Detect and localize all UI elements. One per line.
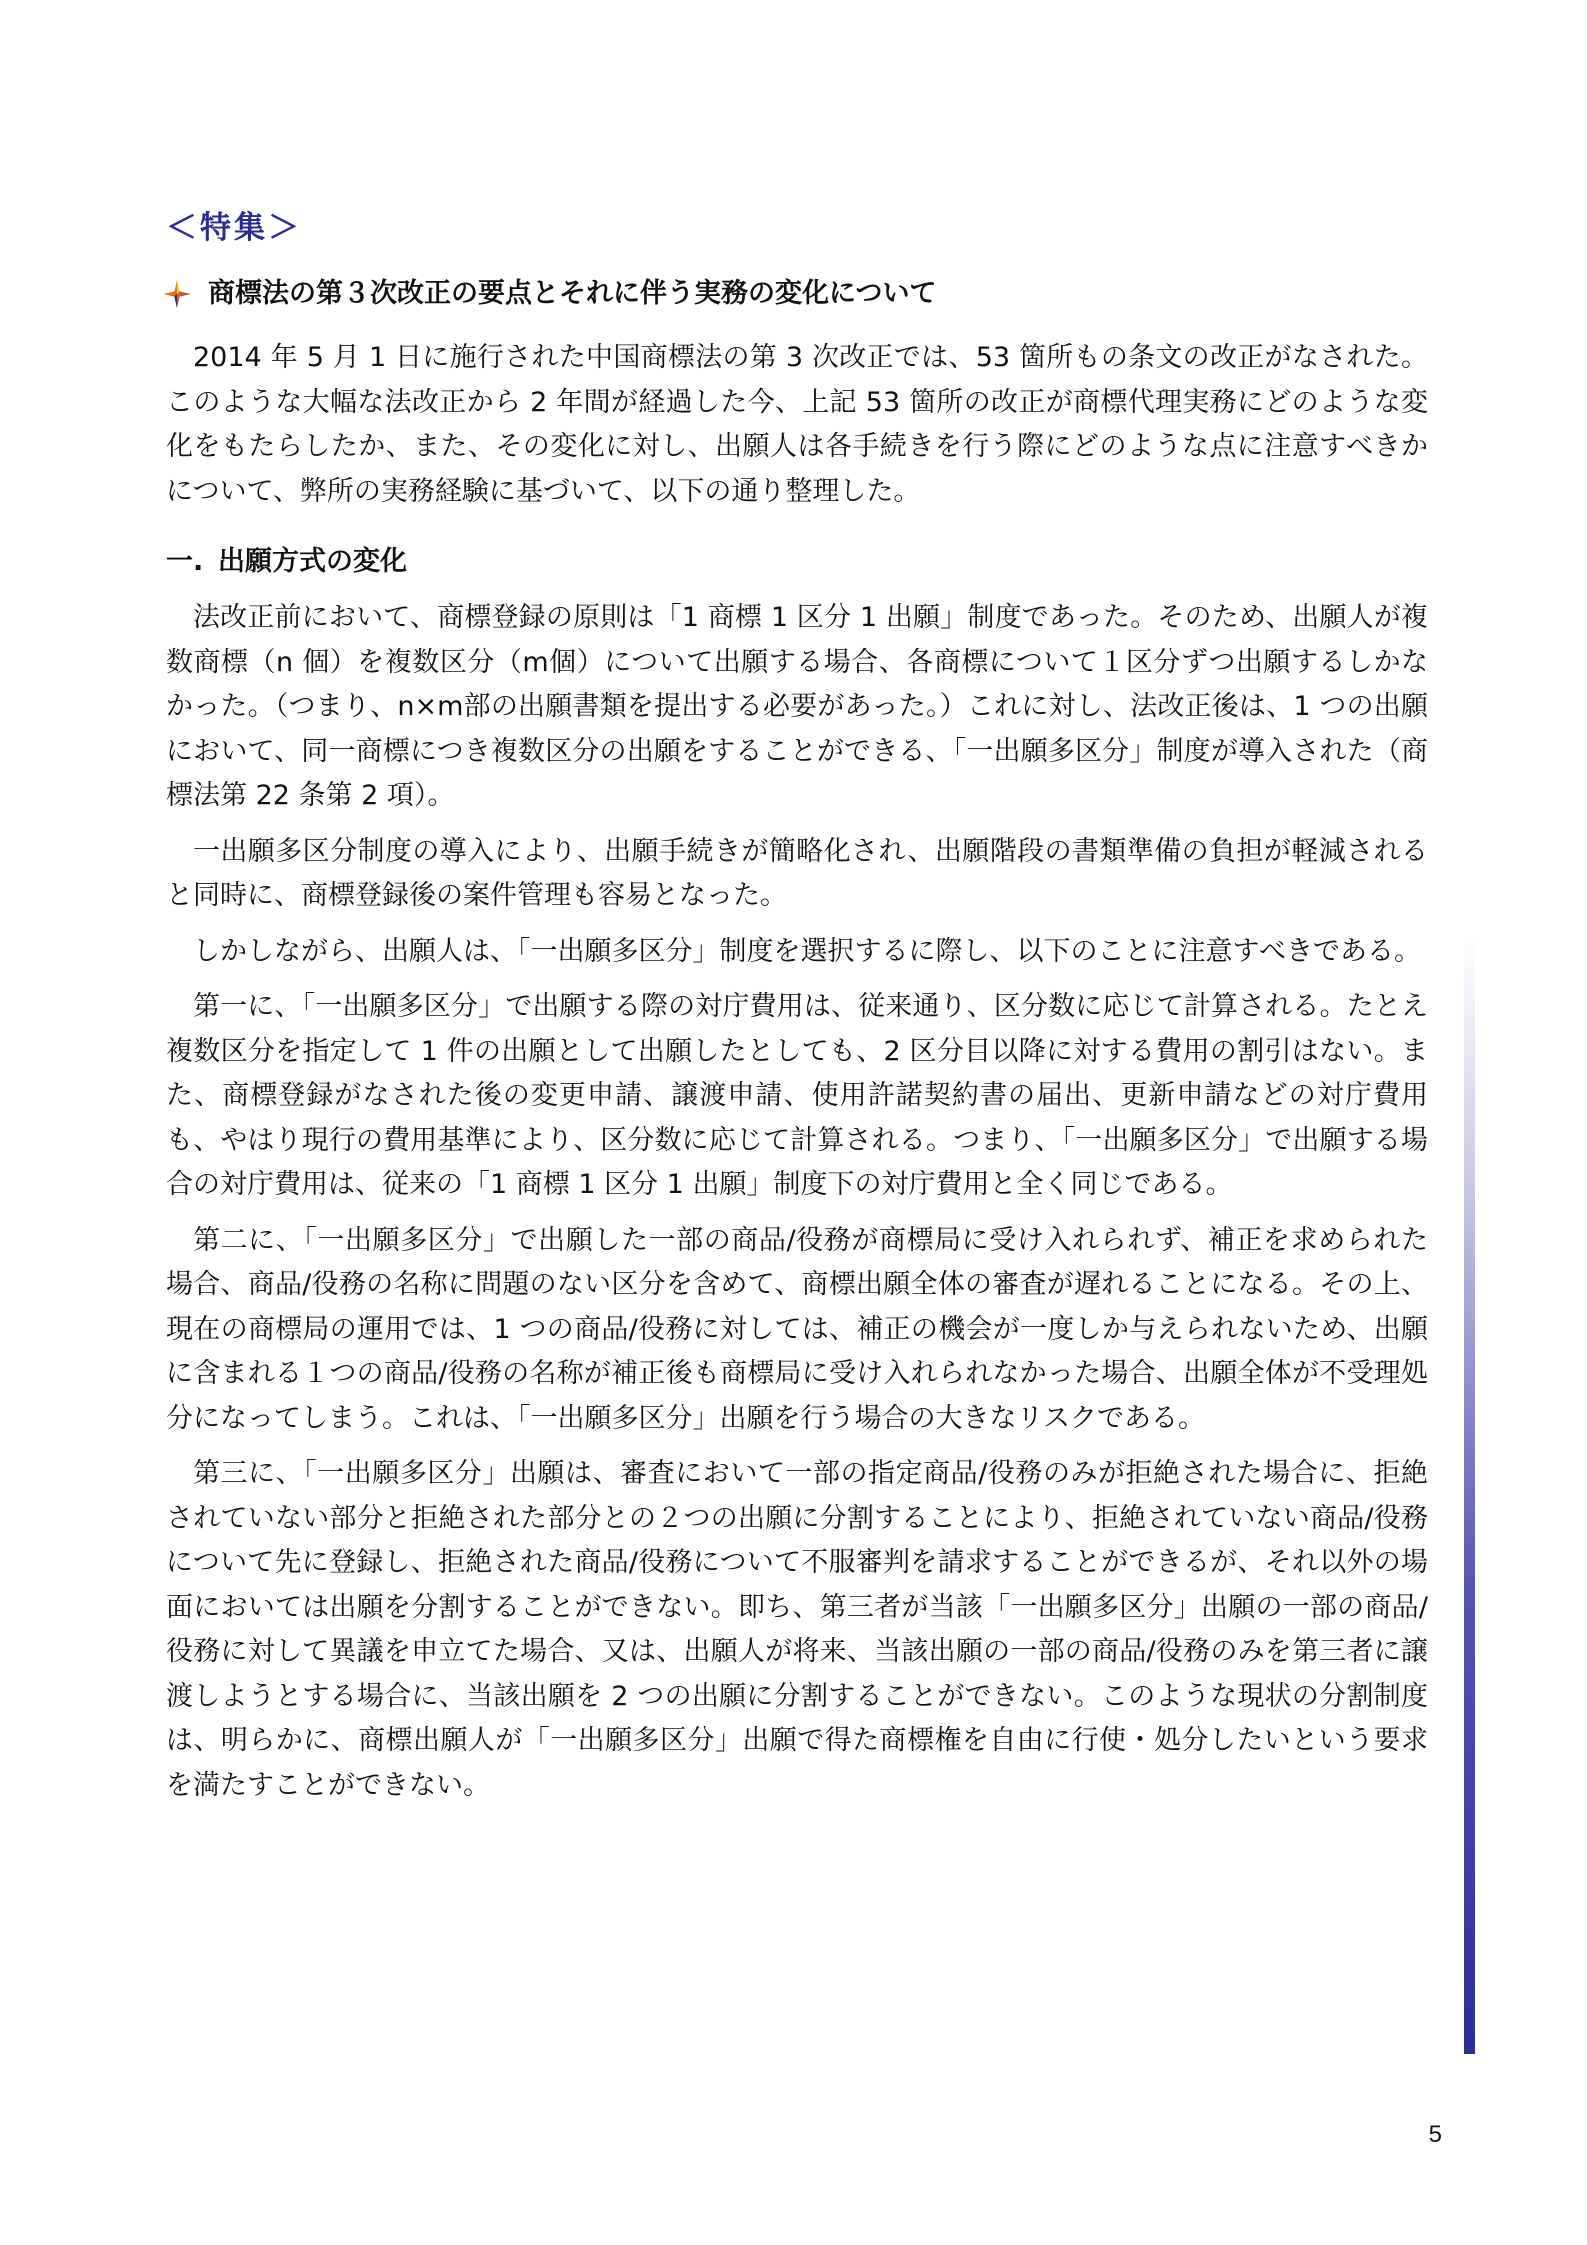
body-paragraph: しかしながら、出願人は、「一出願多区分」制度を選択するに際し、以下のことに注意すべきである。 <box>193 935 1421 967</box>
body-paragraph: 法改正前において、商標登録の原則は「1 商標 1 区分 1 出願」制度であった。そのため、出願人が複数商標（n 個）を複数区分（m個）について出願する場合、各商標について１区分ずつ出願するしかなかった。（つまり、n×m部の出願書類を提出する必要があった。）これに対し、法改正後は、1 つの出願において、同一商標につき複数区分の出願をすることができる、「一出願多区分」制度が導入された（商標法第 22 条第 2 項）。 <box>166 602 1428 811</box>
topic-title: 商標法の第３次改正の要点とそれに伴う実務の変化について <box>208 278 937 309</box>
section-label: ＜特集＞ <box>166 210 302 246</box>
body-paragraph: 第二に、「一出願多区分」で出願した一部の商品/役務が商標局に受け入れられず、補正を求められた場合、商品/役務の名称に問題のない区分を含めて、商標出願全体の審査が遅れることになる。その上、現在の商標局の運用では、1 つの商品/役務に対しては、補正の機会が一度しか与えられないため、出願に含まれる１つの商品/役務の名称が補正後も商標局に受け入れられなかった場合、出願全体が不受理処分になってしまう。これは、「一出願多区分」出願を行う場合の大きなリスクである。 <box>166 1224 1428 1434</box>
section-heading-number: 一. <box>166 546 204 577</box>
intro-paragraph: 2014 年 5 月 1 日に施行された中国商標法の第 3 次改正では、53 箇所もの条文の改正がなされた。このような大幅な法改正から 2 年間が経過した今、上記 53 箇所の改正が商標代理実務にどのような変化をもたらしたか、また、その変化に対し、出願人は各手続きを行う際にどのような点に注意すべきかについて、弊所の実務経験に基づいて、以下の通り整理した。 <box>166 342 1428 507</box>
topic-header <box>162 272 1428 316</box>
section-heading-text: 出願方式の変化 <box>218 546 407 577</box>
article-body <box>166 206 1428 1819</box>
body-paragraph: 一出願多区分制度の導入により、出願手続きが簡略化され、出願階段の書類準備の負担が軽減されると同時に、商標登録後の案件管理も容易となった。 <box>166 835 1428 911</box>
section-heading <box>166 540 1428 584</box>
body-paragraph: 第一に、「一出願多区分」で出願する際の対庁費用は、従来通り、区分数に応じて計算される。たとえ複数区分を指定して 1 件の出願として出願したとしても、2 区分目以降に対する費用の割引はない。また、商標登録がなされた後の変更申請、譲渡申請、使用許諾契約書の届出、更新申請などの対庁費用も、やはり現行の費用基準により、区分数に応じて計算される。つまり、「一出願多区分」で出願する場合の対庁費用は、従来の「1 商標 1 区分 1 出願」制度下の対庁費用と全く同じである。 <box>166 991 1428 1200</box>
decorative-side-rule <box>1464 936 1475 2054</box>
page-number: 5 <box>1428 2121 1442 2148</box>
four-point-star-icon <box>162 279 192 309</box>
body-paragraph: 第三に、「一出願多区分」出願は、審査において一部の指定商品/役務のみが拒絶された場合に、拒絶されていない部分と拒絶された部分との２つの出願に分割することにより、拒絶されていない商品/役務について先に登録し、拒絶された商品/役務について不服審判を請求することができるが、それ以外の場面においては出願を分割することができない。即ち、第三者が当該「一出願多区分」出願の一部の商品/役務に対して異議を申立てた場合、又は、出願人が将来、当該出願の一部の商品/役務のみを第三者に譲渡しようとする場合に、当該出願を 2 つの出願に分割することができない。このような現状の分割制度は、明らかに、商標出願人が「一出願多区分」出願で得た商標権を自由に行使・処分したいという要求を満たすことができない。 <box>166 1458 1428 1801</box>
